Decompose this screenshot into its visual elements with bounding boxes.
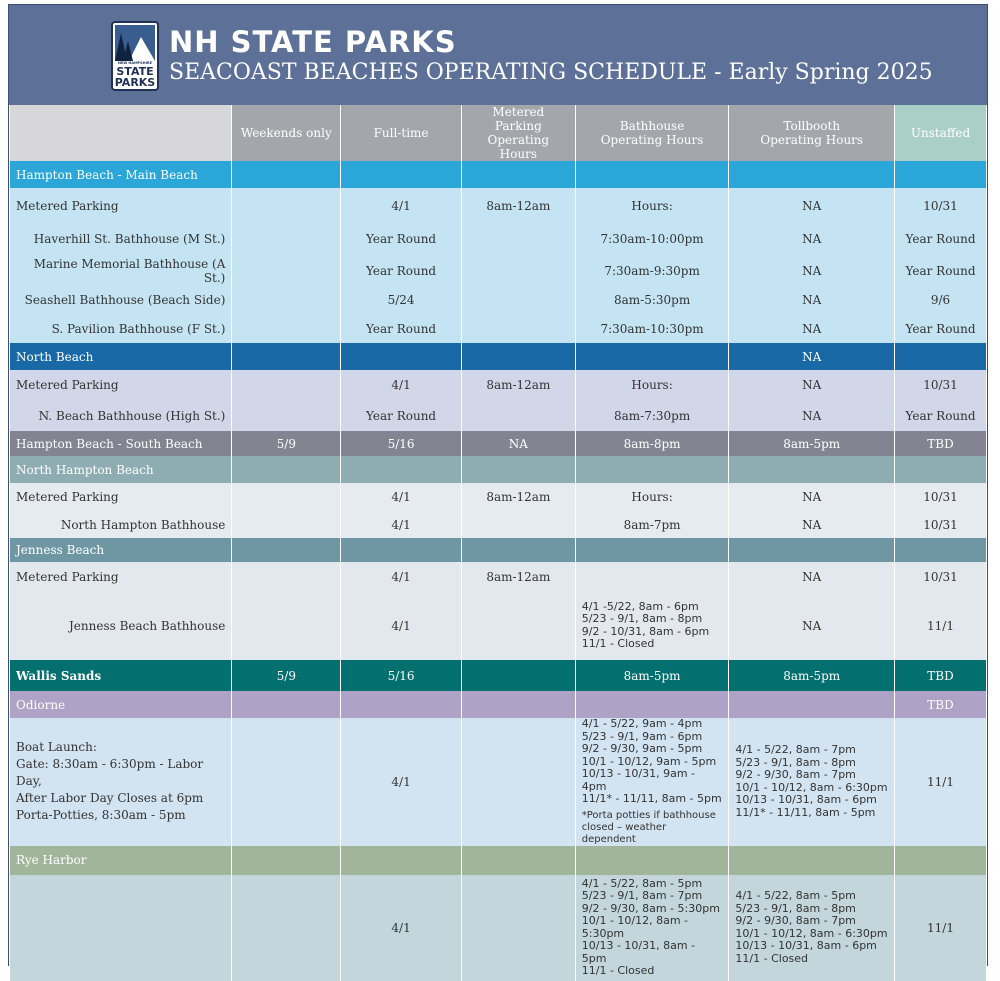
nh-state-parks-logo: [111, 21, 159, 91]
cell-tollbooth: NA: [729, 314, 895, 343]
cell-weekends: 5/9: [232, 660, 341, 691]
table-row: [10, 255, 987, 286]
cell-bathhouse: 4/1 - 5/22, 8am - 5pm 5/23 - 9/1, 8am - 7pm 9/2 - 9/30, 8am - 5:30pm 10/1 - 10/12, 8am - 5:30pm 10/13 - 10/31, 8am - 5pm 11/1 - Closed: [575, 875, 729, 981]
schedule-frame: [8, 4, 988, 977]
cell-metered: [461, 223, 575, 255]
cell-tollbooth: 4/1 - 5/22, 8am - 5pm 5/23 - 9/1, 8am - 8pm 9/2 - 9/30, 8am - 7pm 10/1 - 10/12, 8am - 6:30pm 10/13 - 10/31, 8am - 6pm 11/1 - Closed: [729, 875, 895, 981]
section-rye-harbor: [10, 846, 987, 875]
cell-unstaffed: 10/31: [895, 562, 987, 591]
table-row: [10, 400, 987, 431]
col-unstaffed: Unstaffed: [895, 105, 987, 161]
cell-metered: [461, 400, 575, 431]
cell-full-time: 4/1: [341, 511, 462, 538]
cell-tollbooth: NA: [729, 511, 895, 538]
cell-tollbooth: NA: [729, 343, 895, 370]
row-name: Seashell Bathhouse (Beach Side): [10, 286, 232, 314]
row-name: S. Pavilion Bathhouse (F St.): [10, 314, 232, 343]
section-label: Jenness Beach: [10, 538, 232, 562]
row-name: Metered Parking: [10, 562, 232, 591]
table-row: [10, 591, 987, 660]
cell-full-time: 4/1: [341, 370, 462, 400]
cell-metered: NA: [461, 431, 575, 456]
column-header-row: [10, 105, 987, 161]
logo-parks-text: PARKS: [114, 76, 156, 89]
section-label: Rye Harbor: [10, 846, 232, 875]
cell-unstaffed: 11/1: [895, 875, 987, 981]
section-hampton-south: [10, 431, 987, 456]
row-name: Marine Memorial Bathhouse (A St.): [10, 255, 232, 286]
cell-full-time: 5/24: [341, 286, 462, 314]
cell-tollbooth: 8am-5pm: [729, 660, 895, 691]
cell-full-time: Year Round: [341, 400, 462, 431]
section-label: Hampton Beach - South Beach: [10, 431, 232, 456]
table-row: [10, 286, 987, 314]
logo-small-text: NEW HAMPSHIRE: [118, 61, 152, 65]
section-label: North Beach: [10, 343, 232, 370]
cell-bathhouse: 7:30am-9:30pm: [575, 255, 729, 286]
cell-weekends: [232, 483, 341, 511]
cell-bathhouse: 7:30am-10:00pm: [575, 223, 729, 255]
section-north-hampton: [10, 456, 987, 483]
cell-tollbooth: NA: [729, 591, 895, 660]
section-hampton-main: [10, 161, 987, 188]
cell-unstaffed: 9/6: [895, 286, 987, 314]
cell-bathhouse: [575, 718, 729, 846]
cell-metered: [461, 511, 575, 538]
cell-bathhouse: Hours:: [575, 188, 729, 223]
table-row: [10, 562, 987, 591]
cell-weekends: [232, 400, 341, 431]
cell-weekends: [232, 562, 341, 591]
cell-weekends: [232, 591, 341, 660]
section-odiorne: [10, 691, 987, 718]
cell-unstaffed: 10/31: [895, 483, 987, 511]
blank-header: [10, 105, 232, 161]
page-subtitle: SEACOAST BEACHES OPERATING SCHEDULE - Early Spring 2025: [169, 60, 933, 85]
cell-bathhouse: 4/1 -5/22, 8am - 6pm 5/23 - 9/1, 8am - 8pm 9/2 - 10/31, 8am - 6pm 11/1 - Closed: [575, 591, 729, 660]
cell-unstaffed: TBD: [895, 660, 987, 691]
cell-unstaffed: Year Round: [895, 223, 987, 255]
cell-weekends: 5/9: [232, 431, 341, 456]
cell-weekends: [232, 314, 341, 343]
cell-unstaffed: Year Round: [895, 255, 987, 286]
cell-weekends: [232, 255, 341, 286]
col-tollbooth: Tollbooth Operating Hours: [729, 105, 895, 161]
section-label: North Hampton Beach: [10, 456, 232, 483]
cell-weekends: [232, 188, 341, 223]
row-name: Metered Parking: [10, 188, 232, 223]
cell-bathhouse: 8am-7:30pm: [575, 400, 729, 431]
row-name: Metered Parking: [10, 483, 232, 511]
cell-metered: [461, 660, 575, 691]
cell-full-time: 4/1: [341, 591, 462, 660]
cell-tollbooth: NA: [729, 286, 895, 314]
cell-unstaffed: TBD: [895, 431, 987, 456]
cell-unstaffed: 10/31: [895, 188, 987, 223]
cell-full-time: 5/16: [341, 431, 462, 456]
cell-bathhouse: 8am-7pm: [575, 511, 729, 538]
cell-full-time: 4/1: [341, 483, 462, 511]
table-row: [10, 483, 987, 511]
cell-metered: [461, 314, 575, 343]
cell-bathhouse: 8am-5:30pm: [575, 286, 729, 314]
cell-tollbooth: NA: [729, 400, 895, 431]
cell-full-time: Year Round: [341, 314, 462, 343]
cell-bathhouse: Hours:: [575, 483, 729, 511]
table-row: [10, 188, 987, 223]
header-banner: [9, 5, 987, 105]
cell-weekends: [232, 718, 341, 846]
section-north-beach: [10, 343, 987, 370]
bathhouse-note: *Porta potties if bathhouse closed – weather dependent: [581, 809, 716, 845]
cell-weekends: [232, 511, 341, 538]
cell-metered: 8am-12am: [461, 483, 575, 511]
section-label: Odiorne: [10, 691, 232, 718]
cell-weekends: [232, 223, 341, 255]
cell-bathhouse: 7:30am-10:30pm: [575, 314, 729, 343]
cell-unstaffed: Year Round: [895, 400, 987, 431]
row-name: Jenness Beach Bathhouse: [10, 591, 232, 660]
bathhouse-hours: 4/1 - 5/22, 9am - 4pm 5/23 - 9/1, 9am - 6pm 9/2 - 9/30, 9am - 5pm 10/1 - 10/12, 9am - 5pm 10/13 - 10/31, 9am - 4pm 11/1* - 11/11, 8am - 5pm: [581, 717, 722, 805]
table-row: [10, 875, 987, 981]
table-row: [10, 314, 987, 343]
cell-unstaffed: 11/1: [895, 591, 987, 660]
row-name: North Hampton Bathhouse: [10, 511, 232, 538]
cell-bathhouse: [575, 562, 729, 591]
cell-full-time: 4/1: [341, 562, 462, 591]
cell-tollbooth: NA: [729, 483, 895, 511]
table-row: [10, 511, 987, 538]
cell-unstaffed: 10/31: [895, 370, 987, 400]
cell-full-time: 4/1: [341, 188, 462, 223]
mountain-trees-icon: [115, 25, 155, 61]
cell-metered: [461, 875, 575, 981]
cell-unstaffed: TBD: [895, 691, 987, 718]
table-row: [10, 370, 987, 400]
cell-tollbooth: NA: [729, 562, 895, 591]
cell-bathhouse: Hours:: [575, 370, 729, 400]
cell-tollbooth: NA: [729, 370, 895, 400]
table-row: [10, 718, 987, 846]
section-label: Wallis Sands: [10, 660, 232, 691]
row-name: [10, 875, 232, 981]
cell-metered: 8am-12am: [461, 188, 575, 223]
cell-bathhouse: 8am-5pm: [575, 660, 729, 691]
cell-metered: [461, 255, 575, 286]
cell-tollbooth: NA: [729, 223, 895, 255]
cell-metered: [461, 591, 575, 660]
schedule-table: [9, 105, 987, 981]
row-name: Haverhill St. Bathhouse (M St.): [10, 223, 232, 255]
cell-full-time: Year Round: [341, 223, 462, 255]
cell-bathhouse: 8am-8pm: [575, 431, 729, 456]
cell-full-time: 5/16: [341, 660, 462, 691]
col-full-time: Full-time: [341, 105, 462, 161]
page-title: NH STATE PARKS: [169, 25, 457, 59]
cell-tollbooth: NA: [729, 255, 895, 286]
cell-metered: [461, 718, 575, 846]
cell-weekends: [232, 875, 341, 981]
cell-metered: 8am-12am: [461, 370, 575, 400]
cell-full-time: Year Round: [341, 255, 462, 286]
row-name: Metered Parking: [10, 370, 232, 400]
section-label: Hampton Beach - Main Beach: [10, 161, 232, 188]
col-weekends-only: Weekends only: [232, 105, 341, 161]
cell-tollbooth: NA: [729, 188, 895, 223]
cell-tollbooth: 8am-5pm: [729, 431, 895, 456]
cell-metered: [461, 286, 575, 314]
cell-unstaffed: 11/1: [895, 718, 987, 846]
cell-full-time: 4/1: [341, 718, 462, 846]
row-name: N. Beach Bathhouse (High St.): [10, 400, 232, 431]
section-jenness: [10, 538, 987, 562]
col-metered-parking: Metered Parking Operating Hours: [461, 105, 575, 161]
cell-tollbooth: 4/1 - 5/22, 8am - 7pm 5/23 - 9/1, 8am - 8pm 9/2 - 9/30, 8am - 7pm 10/1 - 10/12, 8am - 6:30pm 10/13 - 10/31, 8am - 6pm 11/1* - 11/11, 8am - 5pm: [729, 718, 895, 846]
cell-weekends: [232, 370, 341, 400]
cell-metered: 8am-12am: [461, 562, 575, 591]
logo-state-text: STATE: [116, 65, 154, 78]
table-row: [10, 223, 987, 255]
col-bathhouse: Bathhouse Operating Hours: [575, 105, 729, 161]
cell-unstaffed: 10/31: [895, 511, 987, 538]
cell-unstaffed: Year Round: [895, 314, 987, 343]
cell-full-time: 4/1: [341, 875, 462, 981]
section-wallis-sands: [10, 660, 987, 691]
row-name: Boat Launch: Gate: 8:30am - 6:30pm - Labor Day, After Labor Day Closes at 6pm Porta-Potties, 8:30am - 5pm: [10, 718, 232, 846]
cell-weekends: [232, 286, 341, 314]
